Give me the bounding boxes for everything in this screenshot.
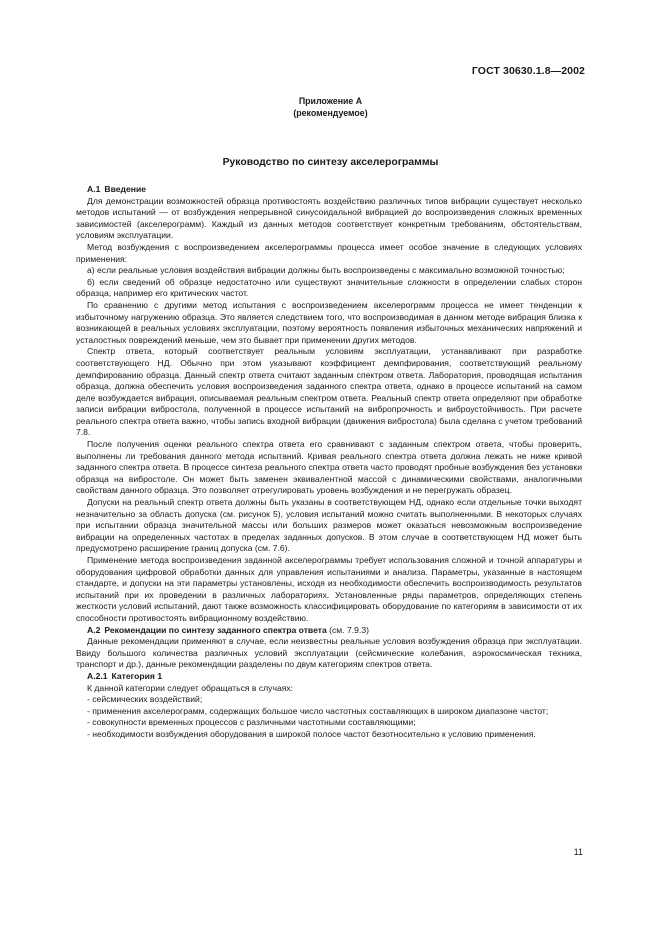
section-number: А.1 — [87, 184, 101, 194]
appendix-label: Приложение А — [298, 96, 363, 106]
paragraph: К данной категории следует обращаться в случаях: — [87, 682, 294, 693]
paragraph: Данные рекомендации применяют в случае, если неизвестны реальные условия возбуждения образца при эксплуатации. Ввиду большого количества различных условий эксплуатации (сейсмические колебания, аэрокосмическая техника, транспорт и др.), данные рекомендации разделены по двум категориям спектров ответа. — [76, 636, 582, 670]
paragraph: Спектр ответа, который соответствует реальным условиям эксплуатации, устанавливают при разработке соответствующего НД. Обычно при этом указывают коэффициент демпфирования, соответствующий реальному демпфированию образца. Данный спектр ответа считают заданным спектром ответа. Лаборатория, проводящая испытания образца, должна обеспечить условия воспроизведения заданного спектра ответа, однако в процессе испытаний на самом деле возбуждается вибрация, описываемая реальным спектром ответа. Реальный спектр ответа определяют при обработке записи вибрации вибростола, полученной в процессе испытаний на вибропрочность и виброустойчивость. При расчете реального спектра ответа важно, чтобы запись входной вибрации (движения вибростола) была сделана с учетом требований 7.8. — [76, 346, 582, 438]
section-title: Рекомендации по синтезу заданного спектра ответа — [104, 624, 327, 635]
section-heading-a1 — [76, 184, 582, 196]
section-number: А.2.1 — [87, 670, 108, 681]
appendix-heading — [0, 96, 661, 119]
list-item: - сейсмических воздействий; — [87, 694, 203, 705]
appendix-status: (рекомендуемое) — [293, 107, 368, 118]
section-heading-a21 — [76, 671, 582, 683]
section-reference: (см. 7.9.3) — [326, 624, 369, 635]
document-body — [76, 184, 582, 741]
paragraph: Метод возбуждения с воспроизведением акселерограммы процесса имеет особое значение в следующих условиях применения: — [76, 241, 582, 264]
section-title: Категория 1 — [111, 670, 163, 681]
section-heading-a2 — [76, 625, 582, 637]
paragraph: После получения оценки реального спектра ответа его сравнивают с заданным спектром ответа, чтобы проверить, выполнены ли требования данного метода испытаний. Кривая реального спектра ответа должна лежать не ниже кривой заданного спектра ответа. В процессе синтеза реального спектра ответа часто проводят пробные возбуждения без установки образца на вибростоле. Он может быть заменен эквивалентной массой с динамическими свойствами, аналогичными свойствам данного образца. Это позволяет отрегулировать уровень возбуждения и не перегружать образец. — [76, 439, 582, 496]
page-number: 11 — [573, 847, 583, 857]
list-item: - необходимости возбуждения оборудования в широкой полосе частот безотносительно к условию применения. — [87, 728, 536, 739]
paragraph: Применение метода воспроизведения заданной акселерограммы требует использования сложной и точной аппаратуры и оборудования цифровой обработки данных для управления испытаниями и анализа. Параметры, указанные в настоящем стандарте, и допуски на эти параметры установлены, исходя из необходимости обеспечить воспроизводимость результатов испытаний при их проведении в различных лабораториях. Установленные ряды параметров, определяющих степень жесткости условий испытаний, дают также возможность классифицировать оборудование по категориям в зависимости от их способности противостоять вибрационному воздействию. — [76, 555, 582, 623]
standard-code: ГОСТ 30630.1.8—2002 — [471, 65, 585, 77]
list-item: б) если сведений об образце недостаточно или существуют значительные сложности в определении слабых сторон образца, например его критических частот. — [76, 276, 582, 299]
paragraph: Допуски на реальный спектр ответа должны быть указаны в соответствующем НД, однако если отдельные точки выходят незначительно за область допуска (см. рисунок 5), условия испытаний можно считать выполненными. В некоторых случаях при испытании образца значительной массы или больших размеров может оказаться невозможным воспроизведение вибрации на определенных частотах в пределах заданных допусков. В этом случае в соответствующем НД может быть предусмотрено расширение границ допуска (см. 7.6). — [76, 497, 582, 554]
paragraph: Для демонстрации возможностей образца противостоять воздействию различных типов вибрации существует несколько методов испытаний — от возбуждения непрерывной синусоидальной вибрацией до воспроизведения сложных временных зависимостей (акселерограмм). Каждый из данных методов соответствует конкретным требованиям, обстоятельствам, условиям эксплуатации. — [76, 195, 582, 241]
section-title: Введение — [104, 184, 147, 194]
list-item: а) если реальные условия воздействия вибрации должны быть воспроизведены с максимально возможной точностью; — [87, 265, 565, 276]
section-number: А.2 — [87, 624, 101, 635]
list-item: - применения акселерограмм, содержащих большое число частотных составляющих в широком диапазоне частот; — [87, 705, 549, 716]
page-title: Руководство по синтезу акселерограммы — [222, 157, 439, 168]
paragraph: По сравнению с другими метод испытания с воспроизведением акселерограмм процесса не имеет тенденции к избыточному нагружению образца. Это является следствием того, что воспроизводимая в данном методе вибрация близка к возникающей в реальных условиях эксплуатации, поэтому вероятность появления избыточных механических напряжений и усталостных повреждений меньше, чем это бывает при применении других методов. — [76, 299, 582, 345]
list-item: - совокупности временных процессов с различными частотными составляющими; — [87, 717, 416, 728]
